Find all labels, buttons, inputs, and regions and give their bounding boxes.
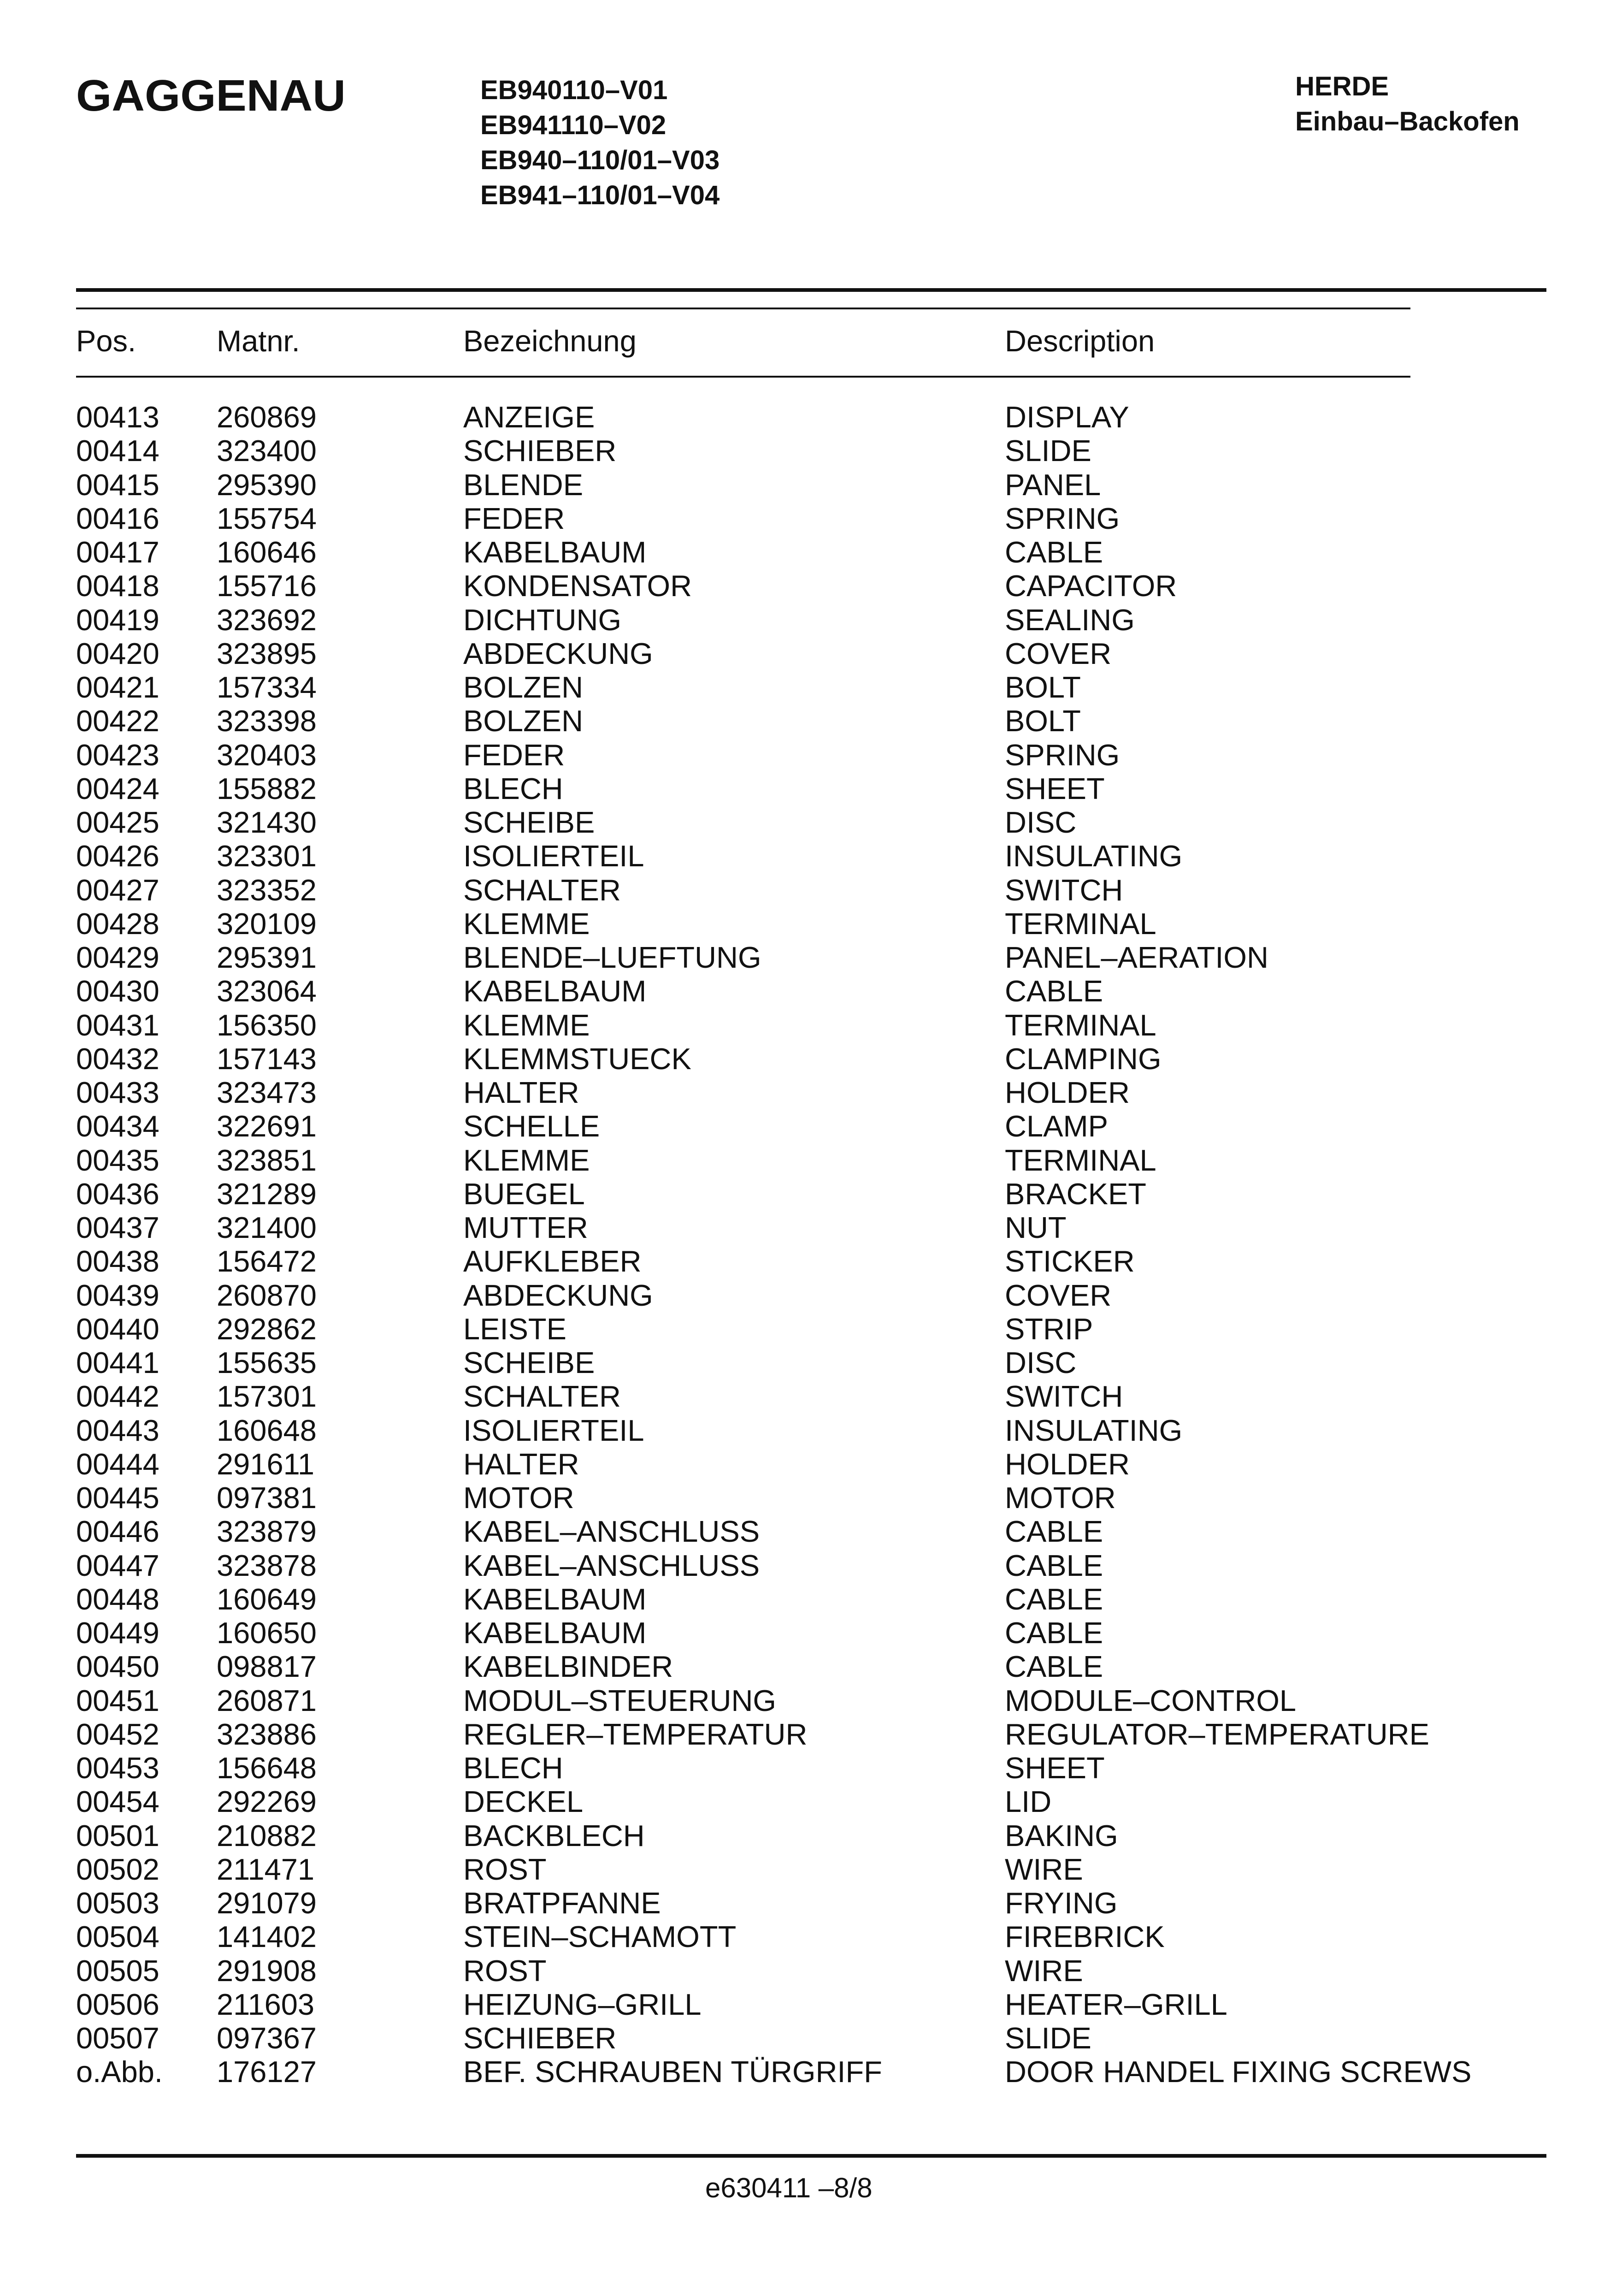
part-description: FRYING	[1005, 1886, 1118, 1920]
part-bezeichnung: BRATPFANNE	[463, 1886, 661, 1920]
part-description: PANEL–AERATION	[1005, 941, 1268, 974]
part-description: FIREBRICK	[1005, 1920, 1165, 1954]
part-pos: 00443	[76, 1413, 159, 1447]
table-row	[0, 1447, 1616, 1481]
header-divider	[76, 288, 1546, 292]
part-matnr: 323473	[217, 1076, 317, 1109]
part-bezeichnung: SCHALTER	[463, 873, 621, 907]
part-description: CABLE	[1005, 535, 1103, 569]
part-description: MODULE–CONTROL	[1005, 1683, 1297, 1717]
table-row	[0, 1346, 1616, 1379]
part-pos: 00444	[76, 1447, 159, 1481]
part-description: BOLT	[1005, 704, 1081, 738]
table-row	[0, 1549, 1616, 1582]
part-bezeichnung: LEISTE	[463, 1312, 566, 1346]
part-pos: 00454	[76, 1785, 159, 1819]
part-description: SHEET	[1005, 1751, 1105, 1785]
part-pos: 00451	[76, 1683, 159, 1717]
part-matnr: 322691	[217, 1109, 317, 1143]
part-pos: 00426	[76, 839, 159, 873]
table-row	[0, 1244, 1616, 1278]
part-description: SEALING	[1005, 603, 1135, 637]
part-description: TERMINAL	[1005, 1008, 1156, 1042]
column-header-description: Description	[1005, 324, 1155, 358]
part-matnr: 323692	[217, 603, 317, 637]
table-row	[0, 1312, 1616, 1346]
part-description: INSULATING	[1005, 839, 1183, 873]
part-matnr: 291908	[217, 1953, 317, 1988]
table-row	[0, 603, 1616, 637]
part-pos: 00452	[76, 1717, 159, 1751]
part-bezeichnung: HALTER	[463, 1447, 579, 1481]
part-pos: 00505	[76, 1953, 159, 1988]
part-pos: 00506	[76, 1987, 159, 2021]
brand-wordmark: GAGGENAU	[76, 71, 346, 120]
table-row	[0, 637, 1616, 670]
part-description: TERMINAL	[1005, 906, 1156, 941]
part-pos: 00415	[76, 467, 159, 502]
part-bezeichnung: ROST	[463, 1953, 547, 1988]
part-pos: 00431	[76, 1008, 159, 1042]
part-bezeichnung: AUFKLEBER	[463, 1244, 642, 1278]
table-row	[0, 1582, 1616, 1616]
part-bezeichnung: BACKBLECH	[463, 1818, 645, 1852]
table-row	[0, 1211, 1616, 1244]
part-bezeichnung: ROST	[463, 1852, 547, 1886]
part-matnr: 211471	[217, 1852, 315, 1886]
part-pos: 00438	[76, 1244, 159, 1278]
part-bezeichnung: BLECH	[463, 1751, 563, 1785]
table-header-top-rule	[76, 308, 1410, 309]
part-pos: 00435	[76, 1143, 159, 1177]
part-description: CABLE	[1005, 1616, 1103, 1650]
part-bezeichnung: KONDENSATOR	[463, 569, 692, 603]
part-bezeichnung: KLEMME	[463, 1008, 590, 1042]
part-matnr: 320109	[217, 906, 317, 941]
part-description: SWITCH	[1005, 873, 1123, 907]
table-row	[0, 772, 1616, 805]
part-pos: 00413	[76, 400, 159, 434]
part-matnr: 323851	[217, 1143, 317, 1177]
table-row	[0, 502, 1616, 535]
part-matnr: 321430	[217, 805, 317, 839]
part-bezeichnung: BLENDE	[463, 467, 584, 502]
part-bezeichnung: SCHALTER	[463, 1379, 621, 1414]
part-pos: 00439	[76, 1278, 159, 1312]
column-header-matnr: Matnr.	[217, 324, 300, 358]
part-matnr: 291079	[217, 1886, 317, 1920]
part-matnr: 320403	[217, 738, 317, 772]
part-description: CABLE	[1005, 1515, 1103, 1549]
part-matnr: 260870	[217, 1278, 317, 1312]
table-row	[0, 839, 1616, 873]
table-row	[0, 1684, 1616, 1717]
table-row	[0, 1414, 1616, 1447]
model-numbers	[480, 73, 720, 213]
part-description: SHEET	[1005, 771, 1105, 805]
model-number: EB940110–V01	[480, 75, 668, 105]
part-bezeichnung: KABEL–ANSCHLUSS	[463, 1515, 760, 1549]
part-pos: 00423	[76, 738, 159, 772]
part-pos: 00436	[76, 1177, 159, 1211]
part-description: NUT	[1005, 1211, 1067, 1244]
part-pos: 00429	[76, 941, 159, 974]
part-matnr: 157334	[217, 670, 317, 704]
part-description: DISC	[1005, 1346, 1077, 1379]
part-pos: 00425	[76, 805, 159, 839]
table-row	[0, 941, 1616, 974]
part-bezeichnung: KABELBAUM	[463, 1616, 647, 1650]
model-number: EB941110–V02	[480, 110, 666, 140]
part-pos: 00432	[76, 1041, 159, 1076]
part-description: COVER	[1005, 1278, 1112, 1312]
table-row	[0, 1008, 1616, 1042]
part-matnr: 160646	[217, 535, 317, 569]
part-pos: o.Abb.	[76, 2055, 163, 2089]
part-bezeichnung: SCHELLE	[463, 1109, 600, 1143]
part-matnr: 156350	[217, 1008, 317, 1042]
part-matnr: 097367	[217, 2021, 317, 2055]
table-row	[0, 670, 1616, 704]
part-matnr: 098817	[217, 1650, 317, 1684]
part-pos: 00422	[76, 704, 159, 738]
table-row	[0, 1886, 1616, 1920]
part-matnr: 155754	[217, 501, 317, 535]
part-description: HEATER–GRILL	[1005, 1987, 1227, 2021]
part-bezeichnung: BLENDE–LUEFTUNG	[463, 941, 761, 974]
part-matnr: 323886	[217, 1717, 317, 1751]
part-pos: 00442	[76, 1379, 159, 1414]
part-description: STICKER	[1005, 1244, 1135, 1278]
part-description: CABLE	[1005, 1548, 1103, 1582]
category-title: HERDE	[1295, 71, 1389, 101]
table-row	[0, 1819, 1616, 1852]
part-description: REGULATOR–TEMPERATURE	[1005, 1717, 1429, 1751]
table-row	[0, 907, 1616, 941]
part-bezeichnung: SCHEIBE	[463, 805, 595, 839]
part-bezeichnung: BOLZEN	[463, 670, 584, 704]
table-row	[0, 704, 1616, 738]
part-description: LID	[1005, 1785, 1052, 1819]
part-bezeichnung: SCHIEBER	[463, 434, 617, 468]
part-pos: 00434	[76, 1109, 159, 1143]
part-bezeichnung: ISOLIERTEIL	[463, 1413, 644, 1447]
part-bezeichnung: KLEMMSTUECK	[463, 1041, 691, 1076]
table-row	[0, 1751, 1616, 1785]
part-description: INSULATING	[1005, 1413, 1183, 1447]
part-matnr: 156648	[217, 1751, 317, 1785]
part-bezeichnung: KABELBAUM	[463, 535, 647, 569]
part-bezeichnung: MODUL–STEUERUNG	[463, 1683, 776, 1717]
table-row	[0, 805, 1616, 839]
part-bezeichnung: FEDER	[463, 738, 565, 772]
table-row	[0, 974, 1616, 1008]
part-matnr: 157301	[217, 1379, 317, 1414]
part-pos: 00440	[76, 1312, 159, 1346]
table-row	[0, 1920, 1616, 1953]
table-row	[0, 1650, 1616, 1683]
part-bezeichnung: DICHTUNG	[463, 603, 622, 637]
part-pos: 00501	[76, 1818, 159, 1852]
table-row	[0, 535, 1616, 569]
part-pos: 00430	[76, 974, 159, 1008]
part-description: HOLDER	[1005, 1076, 1130, 1109]
part-pos: 00445	[76, 1481, 159, 1515]
part-bezeichnung: KLEMME	[463, 906, 590, 941]
part-pos: 00453	[76, 1751, 159, 1785]
part-bezeichnung: STEIN–SCHAMOTT	[463, 1920, 737, 1954]
table-row	[0, 1177, 1616, 1211]
part-description: PANEL	[1005, 467, 1101, 502]
model-number: EB941–110/01–V04	[480, 180, 720, 210]
part-matnr: 097381	[217, 1481, 317, 1515]
part-bezeichnung: KLEMME	[463, 1143, 590, 1177]
part-matnr: 260869	[217, 400, 317, 434]
part-bezeichnung: KABELBAUM	[463, 974, 647, 1008]
part-bezeichnung: ABDECKUNG	[463, 1278, 653, 1312]
part-pos: 00503	[76, 1886, 159, 1920]
table-row	[0, 1785, 1616, 1818]
table-row	[0, 1954, 1616, 1988]
part-bezeichnung: ISOLIERTEIL	[463, 839, 644, 873]
part-bezeichnung: DECKEL	[463, 1785, 584, 1819]
parts-list	[0, 400, 1616, 2089]
part-description: SLIDE	[1005, 2021, 1091, 2055]
table-row	[0, 1109, 1616, 1143]
part-description: SPRING	[1005, 501, 1120, 535]
part-matnr: 292269	[217, 1785, 317, 1819]
part-description: CABLE	[1005, 1650, 1103, 1684]
part-matnr: 323400	[217, 434, 317, 468]
part-description: CABLE	[1005, 1582, 1103, 1616]
table-row	[0, 400, 1616, 434]
table-row	[0, 1852, 1616, 1886]
part-matnr: 323878	[217, 1548, 317, 1582]
part-matnr: 157143	[217, 1041, 317, 1076]
product-name: Einbau–Backofen	[1295, 107, 1520, 136]
part-description: DOOR HANDEL FIXING SCREWS	[1005, 2055, 1472, 2089]
part-matnr: 323301	[217, 839, 317, 873]
part-bezeichnung: BLECH	[463, 771, 563, 805]
part-pos: 00449	[76, 1616, 159, 1650]
part-matnr: 211603	[217, 1987, 315, 2021]
table-row	[0, 1278, 1616, 1312]
part-matnr: 323064	[217, 974, 317, 1008]
part-matnr: 160648	[217, 1413, 317, 1447]
part-description: CLAMP	[1005, 1109, 1108, 1143]
part-matnr: 160650	[217, 1616, 317, 1650]
table-row	[0, 434, 1616, 467]
table-row	[0, 1379, 1616, 1413]
table-row	[0, 1481, 1616, 1515]
part-description: SLIDE	[1005, 434, 1091, 468]
column-header-pos: Pos.	[76, 324, 136, 358]
part-matnr: 295391	[217, 941, 317, 974]
table-row	[0, 1717, 1616, 1751]
part-bezeichnung: MOTOR	[463, 1481, 574, 1515]
part-bezeichnung: KABEL–ANSCHLUSS	[463, 1548, 760, 1582]
part-matnr: 295390	[217, 467, 317, 502]
part-matnr: 210882	[217, 1818, 317, 1852]
part-bezeichnung: ANZEIGE	[463, 400, 595, 434]
part-matnr: 323352	[217, 873, 317, 907]
part-bezeichnung: HALTER	[463, 1076, 579, 1109]
part-description: SPRING	[1005, 738, 1120, 772]
part-matnr: 323398	[217, 704, 317, 738]
part-description: TERMINAL	[1005, 1143, 1156, 1177]
part-matnr: 156472	[217, 1244, 317, 1278]
part-matnr: 141402	[217, 1920, 317, 1954]
part-pos: 00502	[76, 1852, 159, 1886]
table-row	[0, 1076, 1616, 1109]
part-pos: 00416	[76, 501, 159, 535]
part-pos: 00447	[76, 1548, 159, 1582]
part-matnr: 160649	[217, 1582, 317, 1616]
part-matnr: 176127	[217, 2055, 317, 2089]
part-matnr: 291611	[217, 1447, 315, 1481]
table-row	[0, 738, 1616, 772]
part-description: BRACKET	[1005, 1177, 1147, 1211]
part-pos: 00433	[76, 1076, 159, 1109]
part-description: CAPACITOR	[1005, 569, 1177, 603]
part-pos: 00418	[76, 569, 159, 603]
part-bezeichnung: BUEGEL	[463, 1177, 585, 1211]
part-description: WIRE	[1005, 1852, 1083, 1886]
part-description: CLAMPING	[1005, 1041, 1162, 1076]
part-bezeichnung: BEF. SCHRAUBEN TÜRGRIFF	[463, 2055, 882, 2089]
part-bezeichnung: KABELBAUM	[463, 1582, 647, 1616]
part-matnr: 260871	[217, 1683, 317, 1717]
part-bezeichnung: HEIZUNG–GRILL	[463, 1987, 702, 2021]
part-pos: 00417	[76, 535, 159, 569]
part-description: STRIP	[1005, 1312, 1093, 1346]
part-description: SWITCH	[1005, 1379, 1123, 1414]
part-description: MOTOR	[1005, 1481, 1116, 1515]
table-row	[0, 1515, 1616, 1548]
part-description: HOLDER	[1005, 1447, 1130, 1481]
part-bezeichnung: SCHEIBE	[463, 1346, 595, 1379]
part-matnr: 155882	[217, 771, 317, 805]
table-row	[0, 2055, 1616, 2089]
part-pos: 00437	[76, 1211, 159, 1244]
part-matnr: 155716	[217, 569, 317, 603]
part-pos: 00504	[76, 1920, 159, 1954]
part-pos: 00428	[76, 906, 159, 941]
part-matnr: 323895	[217, 636, 317, 670]
table-row	[0, 1042, 1616, 1076]
part-pos: 00427	[76, 873, 159, 907]
part-description: CABLE	[1005, 974, 1103, 1008]
part-pos: 00420	[76, 636, 159, 670]
part-bezeichnung: MUTTER	[463, 1211, 588, 1244]
part-bezeichnung: REGLER–TEMPERATUR	[463, 1717, 808, 1751]
part-pos: 00446	[76, 1515, 159, 1549]
part-pos: 00448	[76, 1582, 159, 1616]
table-row	[0, 2021, 1616, 2055]
table-row	[0, 873, 1616, 907]
table-row	[0, 468, 1616, 502]
page-reference: e630411 –8/8	[705, 2172, 873, 2203]
table-row	[0, 569, 1616, 603]
part-matnr: 323879	[217, 1515, 317, 1549]
table-row	[0, 1988, 1616, 2021]
part-matnr: 321400	[217, 1211, 317, 1244]
gaggenau-logo	[76, 70, 348, 121]
part-pos: 00421	[76, 670, 159, 704]
part-matnr: 155635	[217, 1346, 317, 1379]
table-header-bottom-rule	[76, 376, 1410, 378]
part-description: DISPLAY	[1005, 400, 1129, 434]
part-matnr: 292862	[217, 1312, 317, 1346]
part-description: BAKING	[1005, 1818, 1118, 1852]
footer-divider	[76, 2154, 1546, 2158]
table-row	[0, 1143, 1616, 1177]
model-number: EB940–110/01–V03	[480, 145, 720, 175]
part-pos: 00414	[76, 434, 159, 468]
part-description: DISC	[1005, 805, 1077, 839]
part-pos: 00424	[76, 771, 159, 805]
part-pos: 00441	[76, 1346, 159, 1379]
part-description: COVER	[1005, 636, 1112, 670]
part-description: BOLT	[1005, 670, 1081, 704]
part-bezeichnung: FEDER	[463, 501, 565, 535]
part-bezeichnung: SCHIEBER	[463, 2021, 617, 2055]
part-bezeichnung: ABDECKUNG	[463, 636, 653, 670]
part-bezeichnung: KABELBINDER	[463, 1650, 673, 1684]
column-header-bezeichnung: Bezeichnung	[463, 324, 637, 358]
part-description: WIRE	[1005, 1953, 1083, 1988]
table-row	[0, 1616, 1616, 1650]
part-bezeichnung: BOLZEN	[463, 704, 584, 738]
part-matnr: 321289	[217, 1177, 317, 1211]
product-category	[1295, 69, 1520, 139]
part-pos: 00450	[76, 1650, 159, 1684]
part-pos: 00419	[76, 603, 159, 637]
part-pos: 00507	[76, 2021, 159, 2055]
